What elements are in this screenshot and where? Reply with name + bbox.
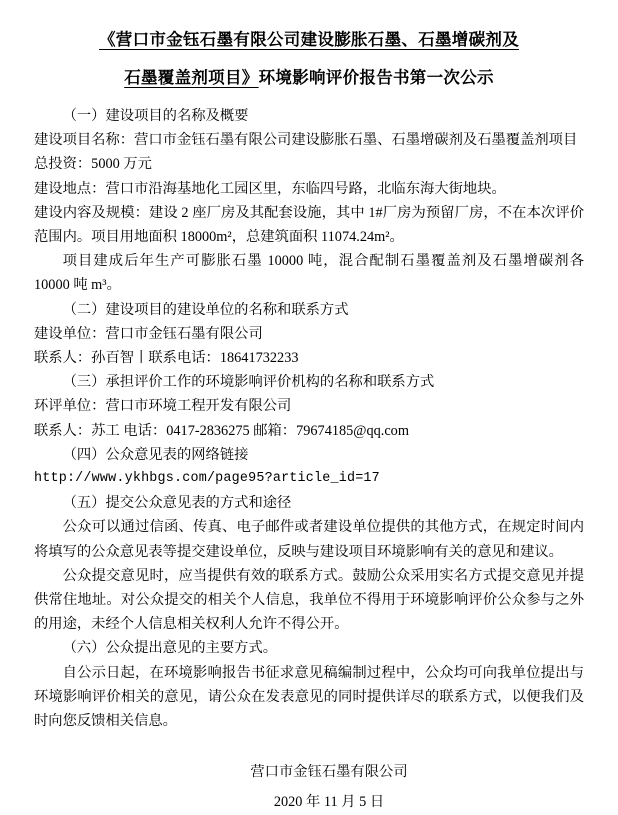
document-title <box>34 22 584 96</box>
signature-block <box>34 759 584 815</box>
section-heading-5: （五）提交公众意见表的方式和途径 <box>62 495 292 512</box>
section-2-paragraph-1: 建设单位：营口市金钰石墨有限公司 <box>34 325 263 342</box>
public-opinion-form-link[interactable]: http://www.ykhbgs.com/page95?article_id=17 <box>34 471 380 487</box>
section-heading-2: （二）建设项目的建设单位的名称和联系方式 <box>62 301 349 318</box>
section-1-paragraph-3: 建设地点：营口市沿海基地化工园区里，东临四号路，北临东海大街地块。 <box>34 180 506 197</box>
section-5-paragraph-1: 公众可以通过信函、传真、电子邮件或者建设单位提供的其他方式，在规定时间内将填写的公众意见表等提交建设单位，反映与建设项目环境影响有关的意见和建议。 <box>34 519 584 560</box>
title-line-2 <box>34 60 584 96</box>
section-3-paragraph-2: 联系人：苏工 电话：0417-2836275 邮箱：79674185@qq.com <box>34 422 409 439</box>
title-line-2-underlined: 石墨覆盖剂项目》 <box>124 68 259 87</box>
signature-date: 2020 年 11 月 5 日 <box>273 794 385 811</box>
signature-company: 营口市金钰石墨有限公司 <box>250 764 408 781</box>
section-heading-3: （三）承担评价工作的环境影响评价机构的名称和联系方式 <box>62 374 435 391</box>
document-body <box>34 104 584 733</box>
title-line-1: 《营口市金钰石墨有限公司建设膨胀石墨、石墨增碳剂及 <box>99 30 519 49</box>
section-1-paragraph-2: 总投资：5000 万元 <box>34 156 152 173</box>
section-heading-4: （四）公众意见表的网络链接 <box>62 446 249 463</box>
section-1-paragraph-1: 建设项目名称：营口市金钰石墨有限公司建设膨胀石墨、石墨增碳剂及石墨覆盖剂项目 <box>34 132 578 149</box>
section-3-paragraph-1: 环评单位：营口市环境工程开发有限公司 <box>34 398 292 415</box>
title-line-2-rest: 环境影响评价报告书第一次公示 <box>258 68 494 87</box>
section-heading-6: （六）公众提出意见的主要方式。 <box>62 640 278 657</box>
section-heading-1: （一）建设项目的名称及概要 <box>62 108 249 124</box>
section-5-paragraph-2: 公众提交意见时，应当提供有效的联系方式。鼓励公众采用实名方式提交意见并提供常住地址。对公众提交的相关个人信息，我单位不得用于环境影响评价公众参与之外的用途，未经个人信息相关权利人允许不得公开。 <box>34 567 584 633</box>
section-2-paragraph-2: 联系人：孙百智丨联系电话：18641732233 <box>34 350 299 367</box>
section-6-paragraph-1: 自公示日起，在环境影响报告书征求意见稿编制过程中，公众均可向我单位提出与环境影响评价相关的意见，请公众在发表意见的同时提供详尽的联系方式，以便我们及时向您反馈相关信息。 <box>34 664 584 730</box>
section-1-paragraph-5: 项目建成后年生产可膨胀石墨 10000 吨，混合配制石墨覆盖剂及石墨增碳剂各 10000 吨 m³。 <box>34 253 584 294</box>
section-1-paragraph-4: 建设内容及规模：建设 2 座厂房及其配套设施，其中 1#厂房为预留厂房，不在本次评价范围内。项目用地面积 18000m²，总建筑面积 11074.24m²。 <box>34 204 584 246</box>
